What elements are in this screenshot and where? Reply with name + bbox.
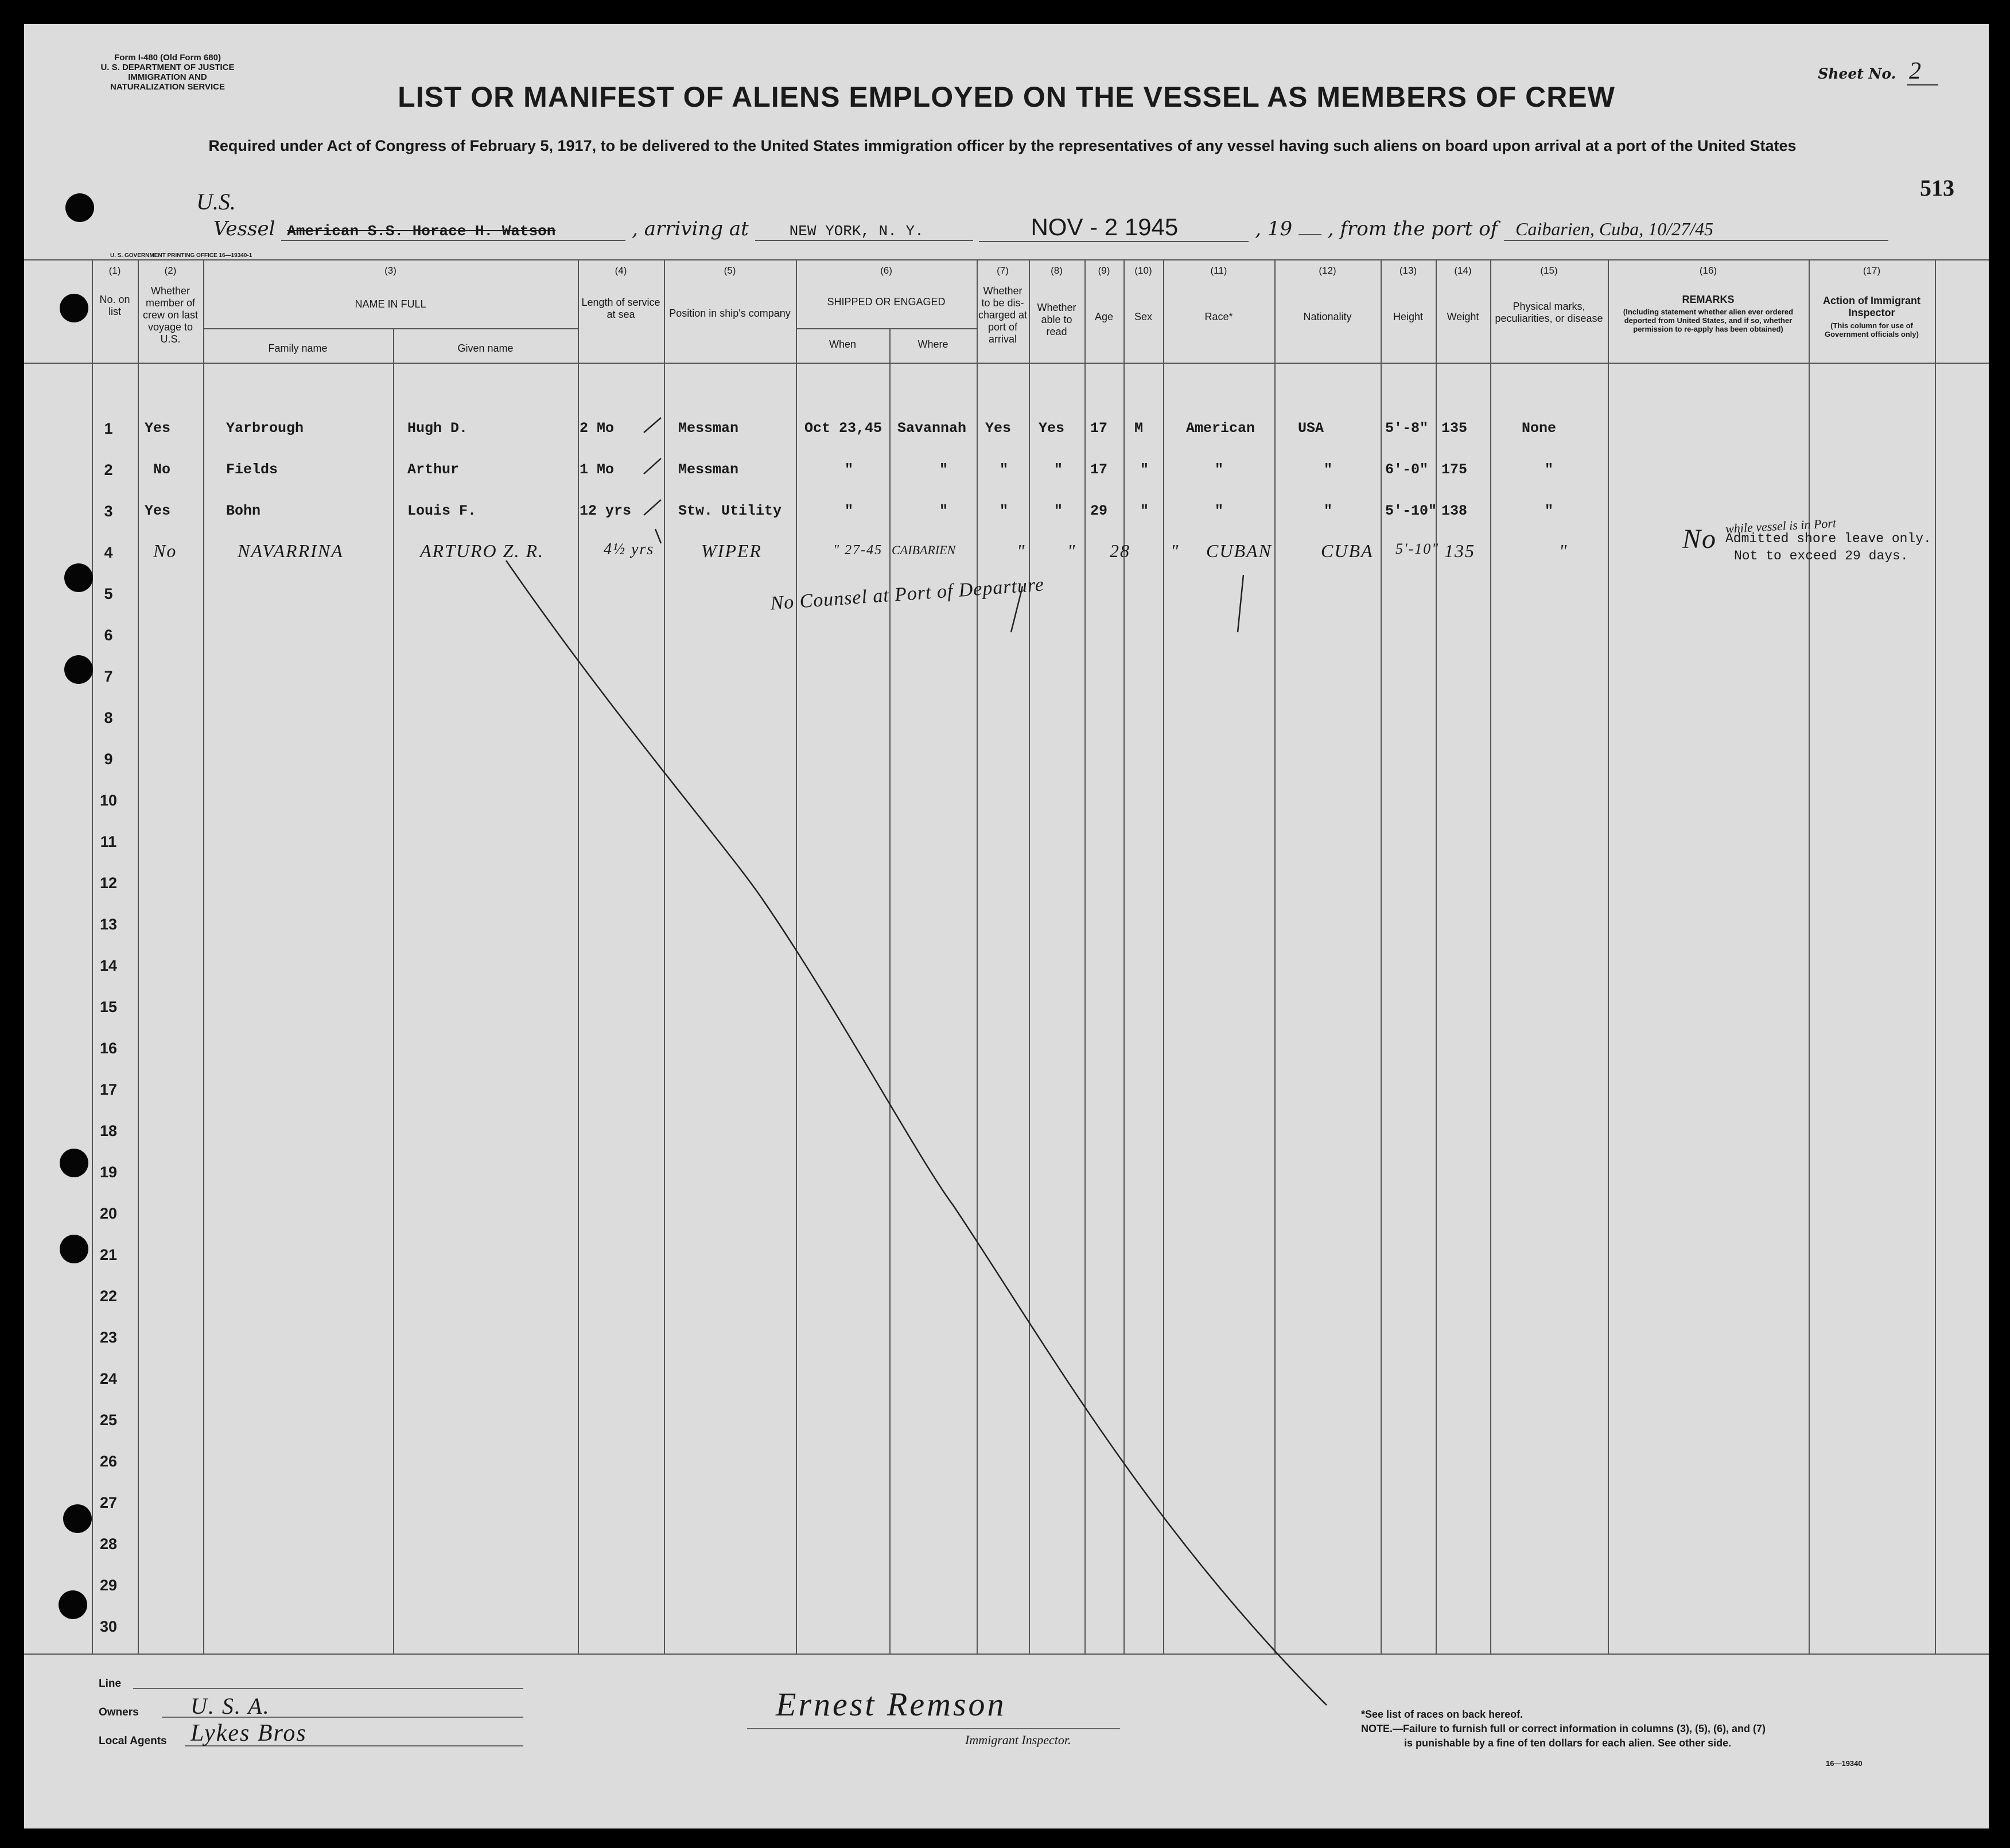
cell-service: 1 Mo xyxy=(580,461,615,478)
header-able-to-read: Whether able to read xyxy=(1037,302,1076,337)
row-number: 16 xyxy=(99,1040,118,1057)
check-mark xyxy=(655,529,661,543)
cell-discharged: " xyxy=(1017,540,1026,561)
cell-height: 6'-0" xyxy=(1385,461,1429,478)
row-number: 3 xyxy=(104,503,113,520)
cell-weight: 135 xyxy=(1441,420,1468,437)
cell-when: " xyxy=(845,503,854,519)
header-height: Height xyxy=(1393,311,1424,322)
cell-service: 2 Mo xyxy=(580,420,615,437)
cell-given-name: Arthur xyxy=(407,461,460,478)
cell-weight: 175 xyxy=(1441,461,1468,478)
col-num: (7) xyxy=(997,265,1009,276)
header-family-name: Family name xyxy=(268,343,328,354)
cell-service: 4½ yrs xyxy=(604,540,655,558)
col-num: (11) xyxy=(1210,265,1227,276)
cell-weight: 135 xyxy=(1444,540,1475,561)
row-number: 21 xyxy=(99,1246,118,1263)
row-number: 29 xyxy=(99,1577,118,1594)
signature-underline xyxy=(747,1728,1120,1729)
from-port: Caibarien, Cuba, 10/27/45 xyxy=(1504,219,1888,241)
col-num: (5) xyxy=(724,265,736,276)
cell-race: " xyxy=(1215,461,1224,478)
row-number: 23 xyxy=(99,1329,118,1346)
vessel-name: American S.S. Horace H. Watson xyxy=(281,223,625,241)
cell-family-name: Yarbrough xyxy=(226,420,304,437)
cell-height: 5'-10" xyxy=(1385,503,1437,519)
cell-height: 5'-8" xyxy=(1385,420,1429,437)
cell-age: 17 xyxy=(1090,420,1108,437)
remarks-duration: Not to exceed 29 days. xyxy=(1734,548,1908,563)
row-number: 14 xyxy=(99,957,118,974)
cell-nationality: USA xyxy=(1298,420,1324,437)
row-number: 18 xyxy=(99,1122,118,1139)
cell-prev-voyage: Yes xyxy=(145,503,171,519)
cell-race: CUBAN xyxy=(1206,540,1272,561)
cell-age: 29 xyxy=(1090,503,1108,519)
sheet-number-value: 2 xyxy=(1907,58,1938,85)
header-length-of-service: Length of service at sea xyxy=(581,297,660,320)
punch-hole xyxy=(60,1235,88,1263)
header-shipped-engaged: SHIPPED OR ENGAGED xyxy=(827,296,946,308)
row-number: 9 xyxy=(104,750,113,768)
row-number: 10 xyxy=(99,792,118,809)
check-mark xyxy=(644,500,661,515)
arriving-port: NEW YORK, N. Y. xyxy=(755,223,973,241)
row-number: 6 xyxy=(104,627,113,644)
header-discharged: Whether to be dis-charged at port of arrival xyxy=(978,285,1028,345)
arrival-date: NOV - 2 1945 xyxy=(979,213,1249,242)
footer-line-label: Line xyxy=(99,1678,122,1690)
cell-prev-voyage: No xyxy=(153,461,171,478)
row-number: 4 xyxy=(104,544,113,561)
cell-sex: " xyxy=(1140,503,1149,519)
cell-sex: " xyxy=(1171,540,1180,561)
col-num: (4) xyxy=(615,265,627,276)
cell-read: " xyxy=(1054,461,1063,478)
row-number: 24 xyxy=(99,1370,118,1387)
cell-height: 5'-10" xyxy=(1395,540,1440,557)
remarks-handwritten-no: No xyxy=(1682,524,1717,554)
col-num: (15) xyxy=(1540,265,1558,276)
arriving-label: , arriving at xyxy=(632,217,749,240)
footnote-races: *See list of races on back hereof. xyxy=(1361,1709,1523,1720)
inspector-label: Immigrant Inspector. xyxy=(965,1733,1071,1747)
cell-service: 12 yrs xyxy=(580,503,632,519)
footer-form-code: 16—19340 xyxy=(1826,1759,1863,1768)
header-last-voyage: Whether member of crew on last voyage to U.S. xyxy=(142,285,199,345)
punch-hole xyxy=(64,563,93,592)
cell-marks: " xyxy=(1545,503,1554,519)
cell-when: " 27-45 xyxy=(833,543,883,558)
header-no-on-list: No. on list xyxy=(99,294,130,317)
footer-owners-label: Owners xyxy=(99,1706,139,1718)
header-nationality: Nationality xyxy=(1303,311,1352,322)
cell-nationality: " xyxy=(1324,503,1333,519)
page-title: LIST OR MANIFEST OF ALIENS EMPLOYED ON THE VESSEL AS MEMBERS OF CREW xyxy=(398,81,1615,113)
cell-family-name: NAVARRINA xyxy=(238,540,344,561)
remarks-handwritten-note: while vessel is in Port xyxy=(1725,515,1837,536)
header-given-name: Given name xyxy=(457,343,514,354)
departure-note: No Counsel at Port of Departure xyxy=(769,574,1045,614)
year-label: , 19 xyxy=(1255,217,1293,240)
col-num: (3) xyxy=(384,265,396,276)
cell-position: WIPER xyxy=(701,540,762,561)
cell-marks: " xyxy=(1545,461,1554,478)
header-remarks-note: (Including statement whether alien ever ordered deported from United States, and if so, whether permission to re-apply has been obtained) xyxy=(1623,308,1794,333)
footnote-fine: is punishable by a fine of ten dollars for each alien. See other side. xyxy=(1404,1737,1732,1749)
check-mark xyxy=(644,418,661,433)
cell-prev-voyage: Yes xyxy=(145,420,171,437)
cell-when: " xyxy=(845,461,854,478)
cell-discharged: " xyxy=(1000,461,1009,478)
cell-age: 17 xyxy=(1090,461,1108,478)
form-number: Form I-480 (Old Form 680) xyxy=(114,53,221,63)
cell-discharged: " xyxy=(1000,503,1009,519)
header-race: Race* xyxy=(1204,311,1233,322)
row-number: 12 xyxy=(99,874,118,892)
punch-hole xyxy=(63,1504,92,1533)
col-num: (12) xyxy=(1319,265,1336,276)
punch-hole xyxy=(64,655,93,684)
col-num: (9) xyxy=(1098,265,1110,276)
header-remarks: REMARKS xyxy=(1682,294,1735,305)
header-age: Age xyxy=(1094,311,1114,322)
printer-line: U. S. GOVERNMENT PRINTING OFFICE 16—19340-1 xyxy=(110,252,252,259)
row-number: 27 xyxy=(99,1494,118,1511)
cell-when: Oct 23,45 xyxy=(804,420,882,437)
row-number: 26 xyxy=(99,1453,118,1470)
cell-where: " xyxy=(939,503,948,519)
header-when: When xyxy=(829,339,857,350)
inspector-signature: Ernest Remson xyxy=(776,1686,1006,1723)
row-number: 22 xyxy=(99,1287,118,1305)
punch-hole xyxy=(65,193,94,222)
page-subtitle: Required under Act of Congress of February 5, 1917, to be delivered to the United States immigration officer by the representatives of any vessel having such aliens on board upon arrival at a port of the United States xyxy=(208,137,1797,154)
row-number: 7 xyxy=(104,668,113,685)
cell-race: American xyxy=(1186,420,1255,437)
cell-weight: 138 xyxy=(1441,503,1468,519)
cell-given-name: Louis F. xyxy=(407,503,477,519)
header-position: Position in ship's company xyxy=(669,308,791,319)
cell-where: CAIBARIEN xyxy=(892,543,956,557)
cell-nationality: " xyxy=(1324,461,1333,478)
service-name: IMMIGRATION AND NATURALIZATION SERVICE xyxy=(110,72,225,92)
cell-sex: " xyxy=(1140,461,1149,478)
cell-discharged: Yes xyxy=(985,420,1012,437)
row-number: 15 xyxy=(99,998,118,1016)
footer-agents-value: Lykes Bros xyxy=(190,1720,307,1746)
row-number: 2 xyxy=(104,461,113,478)
row-number: 20 xyxy=(99,1205,118,1222)
from-port-label: , from the port of xyxy=(1327,217,1498,240)
cell-given-name: Hugh D. xyxy=(407,420,468,437)
row-number: 28 xyxy=(99,1535,118,1553)
header-inspector-action: Action of Immigrant Inspector xyxy=(1823,295,1920,318)
pencil-stroke xyxy=(1238,575,1243,632)
col-num: (14) xyxy=(1454,265,1472,276)
col-num: (16) xyxy=(1699,265,1717,276)
header-where: Where xyxy=(917,339,948,350)
header-physical-marks: Physical marks, peculiarities, or disease xyxy=(1495,301,1603,324)
diagonal-strike-line xyxy=(506,561,1327,1705)
cell-where: Savannah xyxy=(897,420,967,437)
footnote-note: NOTE.—Failure to furnish full or correct information in columns (3), (5), (6), and (7) xyxy=(1361,1723,1766,1734)
vessel-label: Vessel xyxy=(213,217,275,240)
pencil-stroke xyxy=(1011,586,1023,632)
punch-hole xyxy=(59,1590,87,1619)
row-number: 5 xyxy=(104,585,113,602)
footer-owners-value: U. S. A. xyxy=(190,1693,270,1719)
department-name: U. S. DEPARTMENT OF JUSTICE xyxy=(100,63,235,72)
footer-line-underline xyxy=(133,1688,523,1689)
header-inspector-note: (This column for use of Government officials only) xyxy=(1825,321,1919,339)
row-number: 19 xyxy=(99,1164,118,1181)
cell-family-name: Bohn xyxy=(226,503,261,519)
cell-age: 28 xyxy=(1110,540,1130,561)
sheet-number-label: Sheet No. xyxy=(1818,65,1896,82)
col-num: (17) xyxy=(1863,265,1881,276)
row-number: 13 xyxy=(99,916,118,933)
vessel-annotation: U.S. xyxy=(196,189,236,215)
header-sex: Sex xyxy=(1134,311,1153,322)
col-num: (1) xyxy=(108,265,121,276)
cell-position: Messman xyxy=(678,461,739,478)
footer-agents-label: Local Agents xyxy=(99,1735,167,1747)
row-number: 17 xyxy=(99,1081,118,1098)
remarks-shore-leave: Admitted shore leave only. xyxy=(1725,531,1931,546)
col-num: (2) xyxy=(164,265,177,276)
row-number: 8 xyxy=(104,709,113,726)
cell-where: " xyxy=(939,461,948,478)
cell-prev-voyage: No xyxy=(153,540,177,561)
cell-nationality: CUBA xyxy=(1321,540,1374,561)
pencil-marks xyxy=(24,24,1989,1828)
cell-read: " xyxy=(1054,503,1063,519)
row-number: 1 xyxy=(104,420,113,437)
check-mark xyxy=(644,458,661,474)
cell-position: Messman xyxy=(678,420,739,437)
header-name-in-full: NAME IN FULL xyxy=(355,298,426,310)
row-number: 30 xyxy=(99,1618,118,1635)
row-number: 25 xyxy=(99,1411,118,1429)
col-num: (13) xyxy=(1399,265,1417,276)
cell-position: Stw. Utility xyxy=(678,503,782,519)
cell-read: " xyxy=(1067,540,1076,561)
cell-given-name: ARTURO Z. R. xyxy=(420,540,544,561)
page-number: 513 xyxy=(1920,175,1954,201)
cell-read: Yes xyxy=(1039,420,1065,437)
col-num: (10) xyxy=(1134,265,1152,276)
punch-hole xyxy=(60,1149,88,1177)
cell-marks: None xyxy=(1522,420,1557,437)
col-num: (8) xyxy=(1051,265,1063,276)
cell-race: " xyxy=(1215,503,1224,519)
header-weight: Weight xyxy=(1447,311,1479,322)
col-num: (6) xyxy=(880,265,892,276)
cell-marks: " xyxy=(1559,540,1568,561)
cell-sex: M xyxy=(1134,420,1144,437)
cell-family-name: Fields xyxy=(226,461,278,478)
manifest-sheet xyxy=(24,24,1989,1828)
punch-hole xyxy=(60,294,88,322)
row-number: 11 xyxy=(100,833,117,850)
